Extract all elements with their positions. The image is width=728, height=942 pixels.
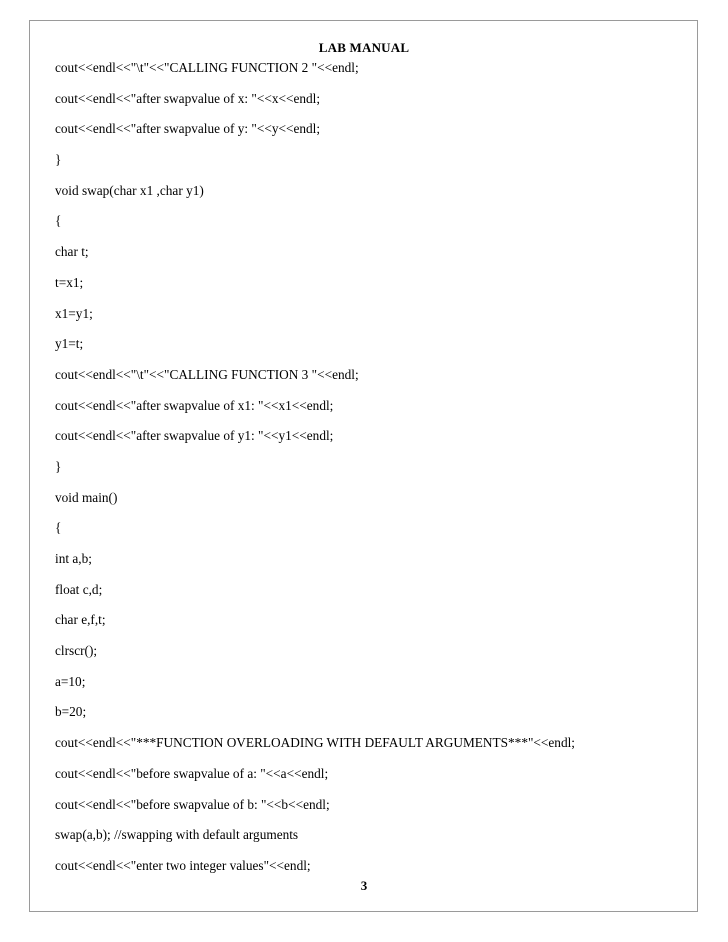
code-line: cout<<endl<<"before swapvalue of b: "<<b<<endl;	[55, 796, 330, 812]
code-line: cout<<endl<<"***FUNCTION OVERLOADING WITH DEFAULT ARGUMENTS***"<<endl;	[55, 735, 575, 751]
code-line: void swap(char x1 ,char y1)	[55, 182, 204, 198]
code-line: swap(a,b); //swapping with default arguments	[55, 827, 299, 843]
code-line: }	[55, 152, 62, 168]
code-line: void main()	[55, 489, 118, 505]
code-listing	[55, 59, 685, 888]
code-line: int a,b;	[55, 551, 92, 566]
code-line: clrscr();	[55, 643, 98, 659]
code-line: }	[55, 458, 62, 474]
code-line: x1=y1;	[55, 305, 93, 321]
code-line: float c,d;	[55, 581, 103, 597]
code-line: cout<<endl<<"\t"<<"CALLING FUNCTION 2 "<<endl;	[55, 60, 359, 75]
code-line: char t;	[55, 244, 89, 260]
code-line: y1=t;	[55, 336, 84, 352]
code-line: a=10;	[55, 673, 86, 689]
page-header	[0, 40, 728, 56]
code-line: t=x1;	[55, 274, 84, 290]
code-line: cout<<endl<<"before swapvalue of a: "<<a<<endl;	[55, 765, 329, 781]
code-line: cout<<endl<<"after swapvalue of y: "<<y<<endl;	[55, 121, 321, 137]
code-line: cout<<endl<<"enter two integer values"<<endl;	[55, 857, 311, 873]
code-line: char e,f,t;	[55, 612, 106, 628]
code-line: cout<<endl<<"after swapvalue of x: "<<x<<endl;	[55, 90, 321, 106]
page-number: 3	[360, 878, 368, 893]
header-title: LAB MANUAL	[318, 40, 410, 55]
code-line: {	[55, 520, 62, 536]
code-line: cout<<endl<<"after swapvalue of x1: "<<x1<<endl;	[55, 397, 334, 413]
code-line: b=20;	[55, 704, 87, 720]
code-line: {	[55, 213, 62, 229]
code-line: cout<<endl<<"\t"<<"CALLING FUNCTION 3 "<<endl;	[55, 366, 359, 382]
code-line: cout<<endl<<"after swapvalue of y1: "<<y1<<endl;	[55, 428, 334, 444]
